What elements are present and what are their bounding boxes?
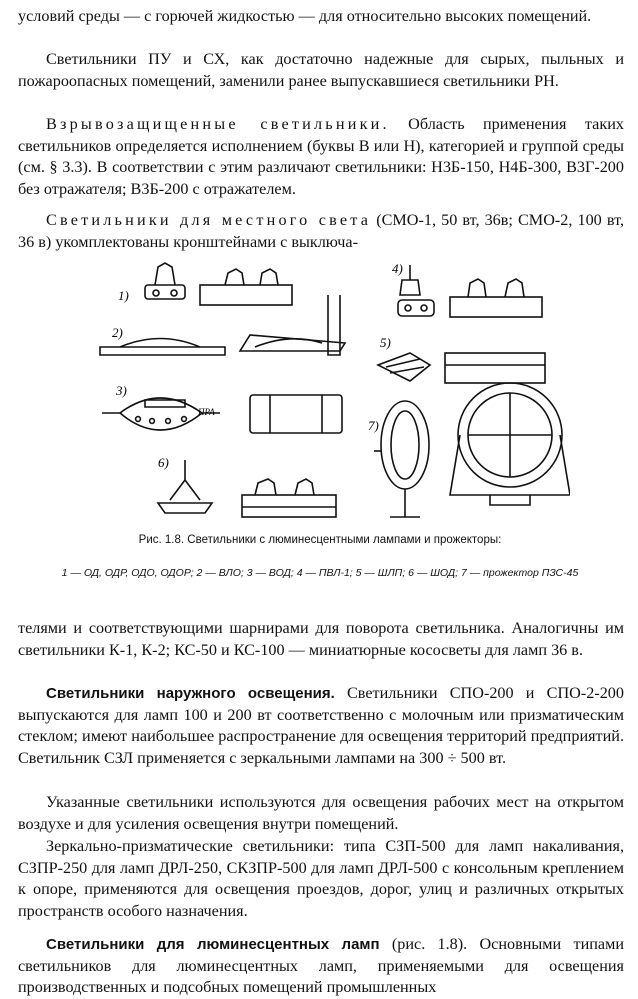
paragraph-outdoor-text: Светильники СПО-200 и СПО-2-200 выпускаются для ламп 100 и 200 вт соответственно с молочным или призматическим стеклом; имеют наибольшее распространение для освещения территорий предприятий. Светильник СЗЛ применяется с зеркальными лампами на 300 ÷ 500 вт.: [18, 684, 624, 767]
spaced-heading-explosion-proof: Взрывозащищенные светильники.: [46, 115, 390, 133]
paragraph-fluorescent: [18, 934, 624, 999]
spaced-heading-local-light: Светильники для местного света: [46, 211, 372, 229]
luminaire-pvl-drawing: [398, 265, 542, 317]
figure-caption-legend: 1 — ОД, ОДР, ОДО, ОДОР; 2 — ВЛО; 3 — ВОД; 4 — ПВЛ-1; 5 — ШЛП; 6 — ШОД; 7 — прожектор ПЗС-45: [61, 567, 579, 579]
luminaire-vlo-drawing: [100, 295, 345, 355]
paragraph-local-light-continued: телями и соответствующими шарнирами для поворота светильника. Аналогичны им светильники К-1, К-2; КС-50 и КС-100 — миниатюрные кососветы для ламп 36 в.: [18, 619, 624, 659]
heading-fluorescent: Светильники для люминесцентных ламп: [46, 936, 380, 953]
luminaire-od-drawing: [145, 263, 292, 305]
pra-label: ПРА: [198, 407, 215, 417]
luminaire-shod-drawing: [158, 460, 336, 517]
figure-luminaires: [90, 255, 570, 535]
paragraph-continuation: условий среды — с горючей жидкостью — для относительно высоких помещений.: [18, 7, 592, 25]
fig-label-6: 6): [158, 455, 169, 470]
luminaire-vod-drawing: [102, 395, 342, 433]
paragraph-explosion-proof-text: Область применения таких светильников определяется исполнением (буквы В или Н), категорией и группой среды (см. § 3.3). В соответствии с этим различают светильники: Н3Б-150, Н4Б-300, В3Г-200 без отражателя; В3Б-200 с отражателем.: [18, 115, 624, 198]
fig-label-7: 7): [368, 418, 379, 433]
figure-caption-title: Рис. 1.8. Светильники с люминесцентными лампами и прожекторы:: [138, 534, 502, 546]
paragraph-pu-sh: Светильники ПУ и СХ, как достаточно надежные для сырых, пыльных и пожароопасных помещений, заменили ранее выпускавшиеся светильники РН.: [18, 50, 624, 90]
fig-label-5: 5): [380, 335, 391, 350]
fig-label-1: 1): [118, 288, 129, 303]
heading-outdoor: Светильники наружного освещения.: [46, 685, 335, 702]
fig-label-4: 4): [392, 261, 403, 276]
paragraph-mirror-prismatic: Зеркально-призматические светильники: типа СЗП-500 для ламп накаливания, СЗПР-250 для ламп ДРЛ-250, СКЗПР-500 для ламп ДРЛ-500 с консольным креплением к опоре, применяются для освещения проездов, дорог, улиц и различных открытых пространств особого назначения.: [18, 837, 624, 920]
paragraph-explosion-proof: [18, 114, 624, 200]
paragraph-fluorescent-text: (рис. 1.8). Основными типами светильников для люминесцентных ламп, применяемыми для освещения производственных и подсобных помещений промышленных: [18, 935, 624, 997]
paragraph-usage: Указанные светильники используются для освещения рабочих мест на открытом воздухе и для усиления освещения внутри помещений.: [18, 793, 624, 833]
paragraph-local-light: [18, 210, 624, 253]
paragraph-outdoor: [18, 683, 624, 769]
fig-label-2: 2): [112, 325, 123, 340]
projector-pzs45-drawing: [374, 383, 570, 517]
fig-label-3: 3): [116, 383, 127, 398]
luminaire-shlp-drawing: [378, 353, 545, 383]
paragraph-local-light-text: (СМО-1, 50 вт, 36в; СМО-2, 100 вт, 36 в) укомплектованы кронштейнами с выключа-: [18, 211, 624, 251]
